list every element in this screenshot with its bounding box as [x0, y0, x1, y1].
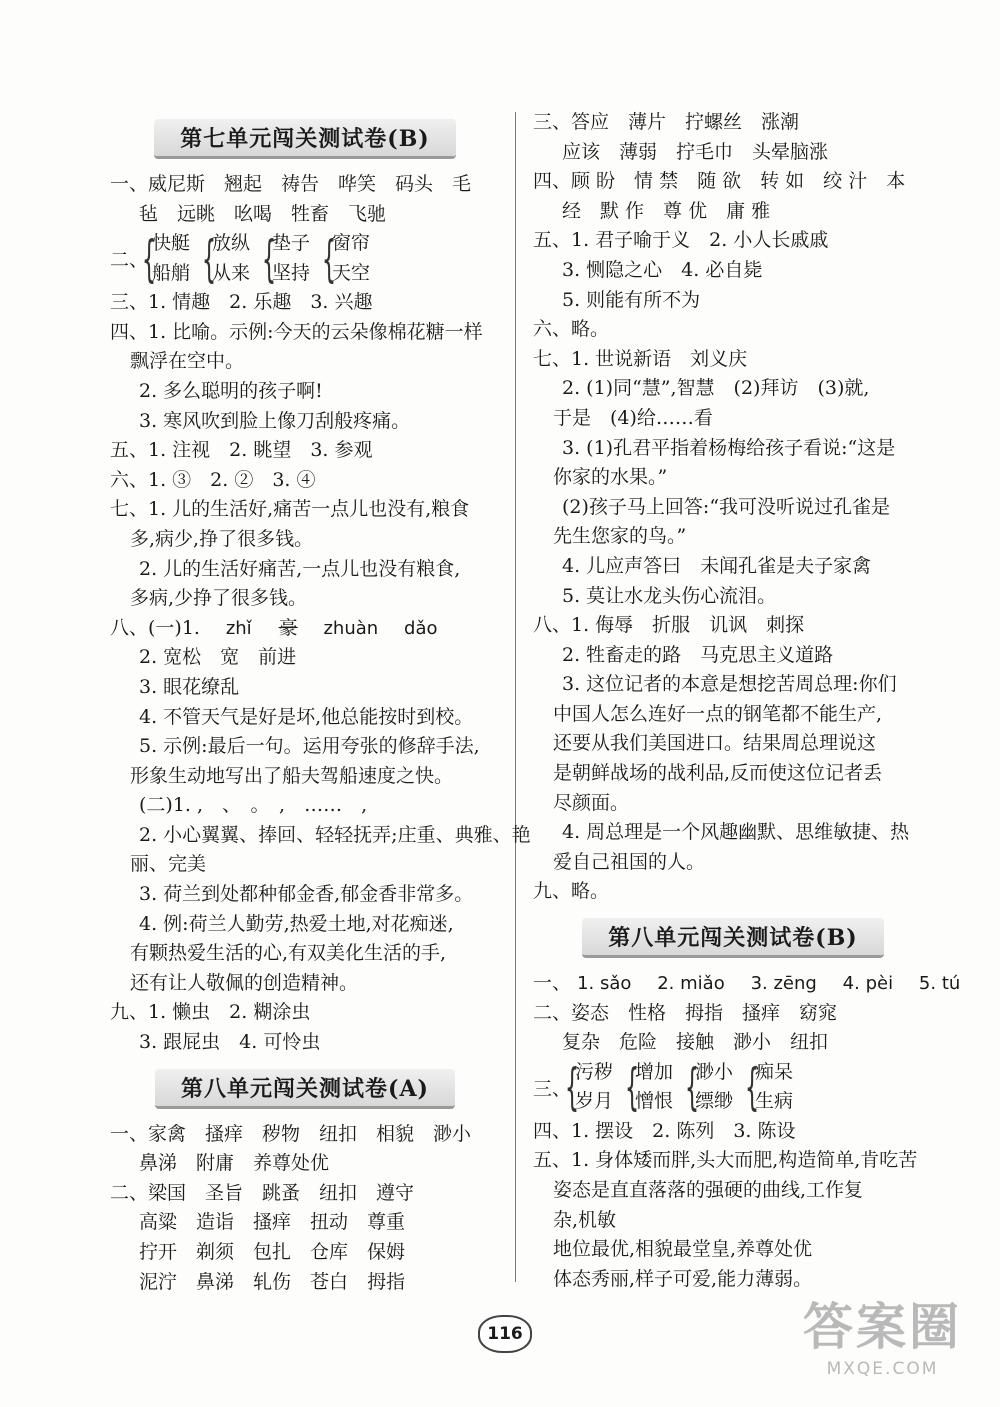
answer-line: 4. 儿应声答曰 未闻孔雀是夫子家禽 — [562, 554, 872, 577]
question-number: 三、 — [533, 1077, 572, 1100]
answer-line: 5. 则能有所不为 — [562, 288, 701, 311]
answer-line: 丽、完美 — [130, 853, 207, 876]
word-pair — [741, 1058, 793, 1117]
section-title: 第八单元闯关测试卷(B) — [582, 918, 883, 958]
word: 增加 — [635, 1060, 674, 1083]
answer-line: 多,病少,挣了很多钱。 — [130, 527, 314, 550]
word: 窗帘 — [332, 232, 371, 255]
answer-line: 七、1. 儿的生活好,痛苦一点儿也没有,粮食 — [110, 498, 470, 521]
pinyin: zhuàn — [323, 617, 379, 639]
section-title-wrap — [533, 907, 933, 969]
word: 岁月 — [575, 1090, 614, 1113]
brace-answer-row — [533, 1058, 933, 1117]
answer-line: 拧开 剃须 包扎 仓库 保姆 — [139, 1241, 406, 1263]
brace-icon: { — [684, 1058, 700, 1117]
answer-line: 2. 牲畜走的路 马克思主义道路 — [562, 643, 834, 666]
word-pair — [561, 1058, 613, 1117]
answer-line: (二)1. , 、 。 , …… , — [139, 794, 368, 817]
pinyin: dǎo — [404, 617, 438, 639]
answer-line: 地位最优,相貌最堂皇,养尊处优 — [553, 1238, 813, 1261]
brace-icon: { — [564, 1058, 580, 1117]
answer-line: 2. 儿的生活好痛苦,一点儿也没有粮食, — [139, 557, 461, 580]
answer-line: 九、略。 — [533, 880, 610, 903]
pinyin: zhǐ — [225, 617, 252, 639]
question-number: 二、 — [110, 249, 149, 272]
answer-line: 2. 小心翼翼、捧回、轻轻抚弄;庄重、典雅、艳 — [139, 823, 531, 846]
brace-answer-row — [110, 229, 500, 288]
answer-line: 飘浮在空中。 — [130, 350, 245, 373]
answer-line: 3. 荷兰到处都种郁金香,郁金香非常多。 — [139, 883, 474, 906]
pinyin: 2. miǎo — [657, 973, 725, 995]
answer-line: 3. (1)孔君平指着杨梅给孩子看说:“这是 — [562, 436, 896, 459]
pinyin-answer-line — [533, 969, 961, 999]
pinyin: 4. pèi — [842, 973, 894, 995]
answer-line: 毡 远眺 吆喝 牲畜 飞驰 — [139, 202, 387, 225]
crossed-character: 豪 — [278, 616, 298, 639]
word-pair — [258, 229, 310, 288]
brace-icon: { — [624, 1058, 640, 1117]
word: 渺小 — [695, 1060, 734, 1083]
word: 快艇 — [152, 232, 191, 255]
answer-line: 2. (1)同“慧”,智慧 (2)拜访 (3)就, — [562, 377, 870, 400]
section-title-wrap — [110, 1058, 500, 1120]
brace-icon: { — [141, 229, 157, 288]
word: 天空 — [332, 261, 371, 284]
answer-line: 九、1. 懒虫 2. 糊涂虫 — [110, 1001, 311, 1024]
answer-line: 五、1. 身体矮而胖,头大而肥,构造简单,肯吃苦 — [533, 1149, 918, 1172]
watermark-url: MXQE.COM — [826, 1359, 939, 1379]
word-pair — [681, 1058, 733, 1117]
answer-line: 六、1. ③ 2. ② 3. ④ — [110, 468, 316, 491]
answer-line: 3. 这位记者的本意是想挖苦周总理:你们 — [562, 673, 897, 696]
answer-line: 多病,少挣了很多钱。 — [130, 587, 308, 610]
answer-line: 复杂 危险 接触 渺小 纽扣 — [562, 1031, 829, 1054]
answer-line: 3. 恻隐之心 4. 必自毙 — [562, 258, 763, 281]
left-column — [110, 108, 531, 1297]
word: 生病 — [755, 1090, 794, 1113]
answer-line: 七、1. 世说新语 刘义庆 — [533, 347, 748, 370]
section-title: 第七单元闯关测试卷(B) — [154, 119, 455, 159]
brace-icon: { — [321, 229, 337, 288]
answer-line: 爱自己祖国的人。 — [553, 850, 706, 873]
watermark-main: 答案圈 — [803, 1298, 962, 1356]
word: 痴呆 — [755, 1060, 794, 1083]
answer-line: 3. 跟屁虫 4. 可怜虫 — [139, 1031, 321, 1054]
answer-line: 八、1. 侮辱 折服 讥讽 刺探 — [533, 614, 805, 637]
answer-line: 经 默 作 尊 优 庸 雅 — [562, 199, 771, 222]
answer-line: 尽颜面。 — [553, 791, 630, 814]
answer-line: 姿态是直直落落的强硬的曲线,工作复 — [553, 1179, 864, 1201]
question-number: 八、(一)1. — [110, 616, 200, 639]
answer-line: 还有让人敬佩的创造精神。 — [130, 971, 359, 994]
pinyin: 1. sǎo — [577, 973, 632, 995]
answer-line: (2)孩子马上回答:“我可没听说过孔雀是 — [562, 495, 891, 518]
pinyin: 3. zēng — [750, 973, 817, 995]
answer-line: 三、1. 情趣 2. 乐趣 3. 兴趣 — [110, 291, 373, 314]
answer-line: 五、1. 君子喻于义 2. 小人长戚戚 — [533, 229, 829, 252]
word: 从来 — [212, 261, 251, 284]
pinyin-answer-line — [110, 614, 500, 644]
word: 憎恨 — [635, 1090, 674, 1113]
answer-line: 杂,机敏 — [553, 1208, 617, 1231]
answer-line: 应该 薄弱 拧毛巾 头晕脑涨 — [562, 140, 829, 163]
brace-icon: { — [261, 229, 277, 288]
pinyin: 5. tú — [918, 973, 961, 995]
answer-line: 中国人怎么连好一点的钢笔都不能生产, — [553, 702, 883, 725]
answer-line: 五、1. 注视 2. 眺望 3. 参观 — [110, 439, 373, 462]
answer-line: 是朝鲜战场的战利品,反而使这位记者丢 — [553, 762, 883, 785]
word: 垫子 — [272, 232, 311, 255]
word: 坚持 — [272, 261, 311, 284]
word-pair — [198, 229, 250, 288]
answer-line: 四、1. 比喻。示例:今天的云朵像棉花糖一样 — [110, 320, 483, 343]
answer-line: 一、威尼斯 翘起 祷告 哗笑 码头 毛 — [110, 173, 472, 195]
answer-line: 四、顾 盼 情 禁 随 欲 转 如 绞 汁 本 — [533, 170, 906, 193]
answer-line: 二、梁国 圣旨 跳蚤 纽扣 遵守 — [110, 1181, 415, 1204]
right-column — [533, 108, 961, 1294]
answer-line: 二、姿态 性格 拇指 搔痒 窈窕 — [533, 1001, 838, 1024]
word: 污秽 — [575, 1060, 614, 1083]
answer-line: 4. 周总理是一个风趣幽默、思维敏捷、热 — [562, 821, 910, 844]
word-pair — [621, 1058, 673, 1117]
answer-line: 四、1. 摆设 2. 陈列 3. 陈设 — [533, 1119, 796, 1142]
column-divider — [515, 112, 516, 1282]
answer-line: 4. 例:荷兰人勤劳,热爱土地,对花痴迷, — [139, 912, 454, 935]
answer-line: 鼻涕 附庸 养尊处优 — [139, 1152, 330, 1175]
watermark-logo — [803, 1287, 962, 1379]
section-title-wrap — [110, 108, 500, 170]
answer-line: 六、略。 — [533, 318, 610, 341]
answer-line: 你家的水果。” — [553, 466, 668, 489]
section-title: 第八单元闯关测试卷(A) — [155, 1069, 455, 1109]
answer-line: 2. 多么聪明的孩子啊! — [139, 379, 323, 402]
answer-line: 5. 莫让水龙头伤心流泪。 — [562, 584, 777, 607]
word: 船艄 — [152, 261, 191, 284]
question-number: 一、 — [533, 972, 572, 995]
answer-line: 体态秀丽,样子可爱,能力薄弱。 — [553, 1267, 813, 1290]
answer-line: 先生您家的鸟。” — [553, 525, 687, 548]
answer-line: 高粱 造诣 搔痒 扭动 尊重 — [139, 1211, 406, 1234]
answer-line: 4. 不管天气是好是坏,他总能按时到校。 — [139, 705, 474, 728]
word-pair — [138, 229, 190, 288]
answer-line: 5. 示例:最后一句。运用夸张的修辞手法, — [139, 735, 480, 758]
answer-line: 还要从我们美国进口。结果周总理说这 — [553, 732, 877, 755]
answer-line: 三、答应 薄片 拧螺丝 涨潮 — [533, 111, 800, 133]
answer-line: 3. 眼花缭乱 — [139, 675, 240, 698]
answer-line: 于是 (4)给……看 — [553, 406, 713, 429]
answer-line: 一、家禽 搔痒 秽物 纽扣 相貌 渺小 — [110, 1122, 472, 1145]
answer-line: 3. 寒风吹到脸上像刀刮般疼痛。 — [139, 409, 411, 432]
brace-icon: { — [744, 1058, 760, 1117]
word-pair — [318, 229, 370, 288]
answer-line: 形象生动地写出了船夫驾船速度之快。 — [130, 764, 454, 787]
page-number: 116 — [478, 1315, 532, 1353]
answer-line: 有颗热爱生活的心,有双美化生活的手, — [130, 942, 447, 965]
word: 缥缈 — [695, 1090, 734, 1113]
brace-icon: { — [201, 229, 217, 288]
answer-line: 2. 宽松 宽 前进 — [139, 646, 297, 669]
word: 放纵 — [212, 232, 251, 255]
answer-line: 泥泞 鼻涕 轧伤 苍白 拇指 — [139, 1270, 406, 1293]
